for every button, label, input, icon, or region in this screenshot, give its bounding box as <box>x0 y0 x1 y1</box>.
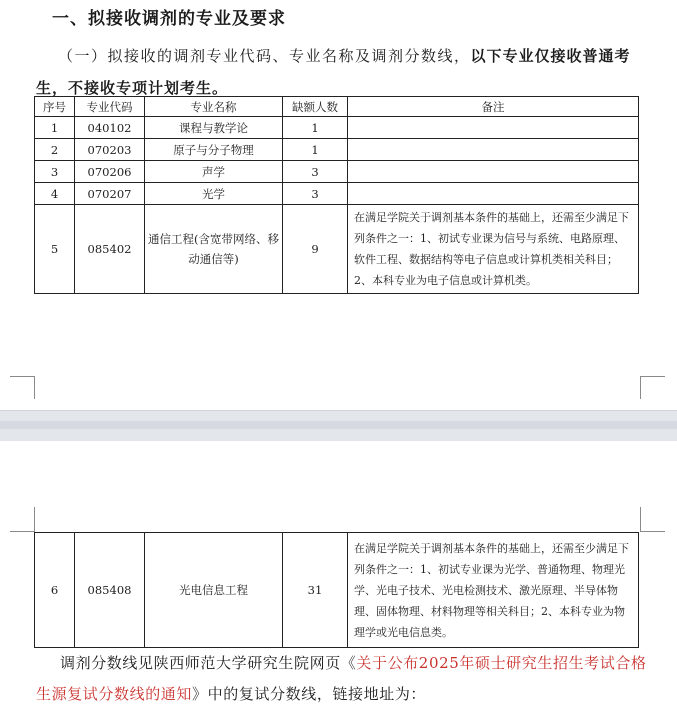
cell-no: 2 <box>35 139 75 161</box>
cell-code: 070207 <box>75 183 145 205</box>
cell-name: 光学 <box>145 183 283 205</box>
cell-quota: 1 <box>283 117 348 139</box>
notice-link[interactable]: 关于公布2025年硕士研究生招生考试合格生源复试分数线的通知 <box>36 654 647 703</box>
intro-paragraph <box>36 40 646 104</box>
cell-remark <box>348 117 639 139</box>
page-corner-mark <box>10 507 35 532</box>
cell-code: 070203 <box>75 139 145 161</box>
cell-remark <box>348 139 639 161</box>
header-quota: 缺额人数 <box>283 97 348 117</box>
header-name: 专业名称 <box>145 97 283 117</box>
table-row <box>35 117 639 139</box>
intro-text: （一）拟接收的调剂专业代码、专业名称及调剂分数线， <box>58 47 471 65</box>
cell-code: 085402 <box>75 205 145 294</box>
table-row <box>35 139 639 161</box>
table-header-row <box>35 97 639 117</box>
table-row <box>35 205 639 294</box>
table-row <box>35 183 639 205</box>
cell-quota: 3 <box>283 183 348 205</box>
cell-code: 070206 <box>75 161 145 183</box>
section-heading: 一、拟接收调剂的专业及要求 <box>52 9 286 29</box>
footer-paragraph <box>36 648 648 710</box>
page-corner-mark <box>10 376 35 399</box>
cell-no: 5 <box>35 205 75 294</box>
table-row <box>35 161 639 183</box>
cell-code: 085408 <box>75 533 145 648</box>
footer-prefix: 调剂分数线见陕西师范大学研究生院网页《 <box>60 654 357 672</box>
cell-name: 课程与教学论 <box>145 117 283 139</box>
major-table-continued <box>34 532 639 648</box>
cell-no: 1 <box>35 117 75 139</box>
page-corner-mark <box>640 507 665 532</box>
major-table <box>34 96 639 294</box>
footer-suffix: 》中的复试分数线，链接地址为： <box>192 685 427 703</box>
cell-name: 声学 <box>145 161 283 183</box>
page-corner-mark <box>640 376 665 399</box>
cell-remark: 在满足学院关于调剂基本条件的基础上，还需至少满足下列条件之一：1、初试专业课为光学、普通物理、物理光学、光电子技术、光电检测技术、激光原理、半导体物理、固体物理、材料物理等相关科目；2、本科专业为物理学或光电信息类。 <box>348 533 639 648</box>
cell-quota: 31 <box>283 533 348 648</box>
intro-bold-note: 以下专业仅接收普通考生，不接收专项计划考生。 <box>36 47 631 97</box>
cell-name: 光电信息工程 <box>145 533 283 648</box>
cell-no: 6 <box>35 533 75 648</box>
cell-quota: 3 <box>283 161 348 183</box>
header-code: 专业代码 <box>75 97 145 117</box>
cell-no: 3 <box>35 161 75 183</box>
table-row <box>35 533 639 648</box>
cell-name: 原子与分子物理 <box>145 139 283 161</box>
cell-remark <box>348 183 639 205</box>
cell-remark: 在满足学院关于调剂基本条件的基础上，还需至少满足下列条件之一：1、初试专业课为信号与系统、电路原理、软件工程、数据结构等电子信息或计算机类相关科目；2、本科专业为电子信息或计算机类。 <box>348 205 639 294</box>
header-no: 序号 <box>35 97 75 117</box>
cell-name: 通信工程(含宽带网络、移动通信等) <box>145 205 283 294</box>
cell-no: 4 <box>35 183 75 205</box>
cell-remark <box>348 161 639 183</box>
cell-quota: 1 <box>283 139 348 161</box>
cell-code: 040102 <box>75 117 145 139</box>
page-separator <box>0 410 677 442</box>
cell-quota: 9 <box>283 205 348 294</box>
header-remark: 备注 <box>348 97 639 117</box>
